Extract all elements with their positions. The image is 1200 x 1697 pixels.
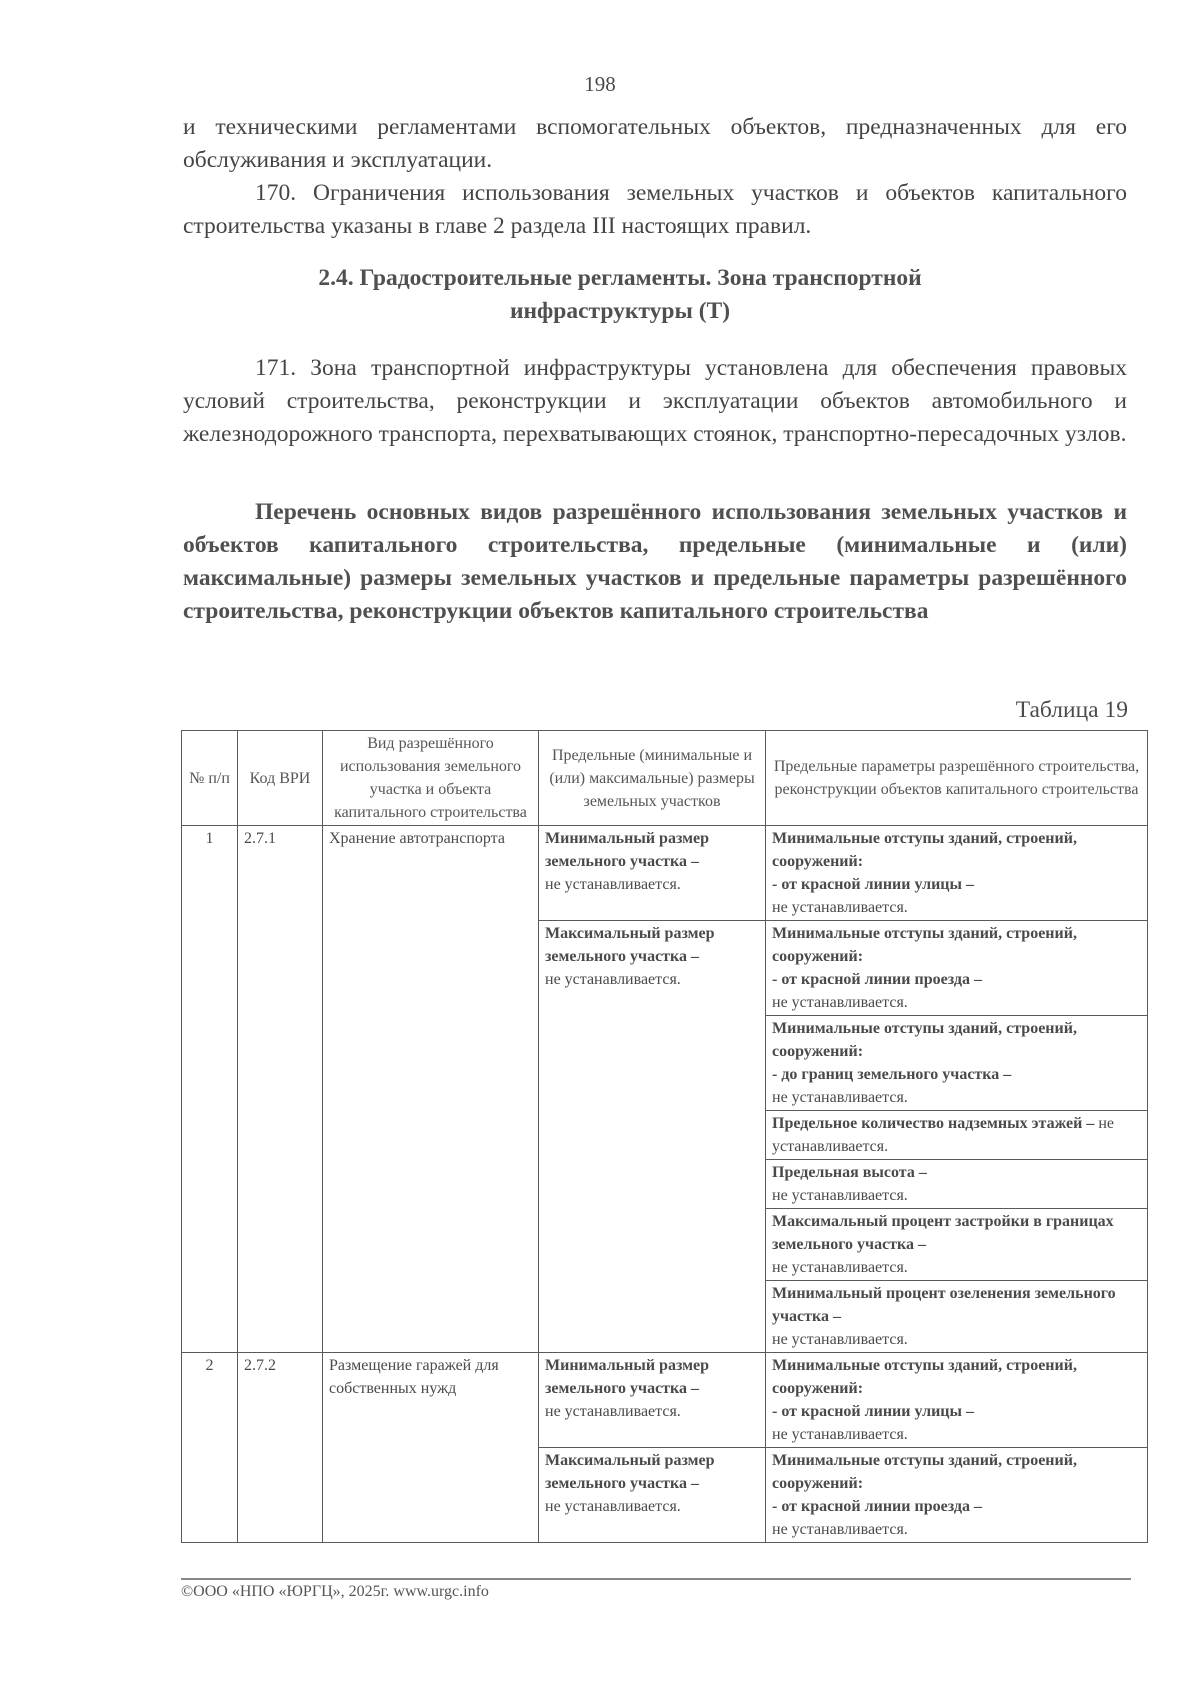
row-kind: Хранение автотранспорта	[323, 826, 539, 1353]
regulations-table	[181, 730, 1148, 1543]
param-cell: Максимальный процент застройки в границах земельного участка – не устанавливается.	[766, 1209, 1148, 1281]
row-code: 2.7.2	[238, 1353, 323, 1543]
footer-divider	[181, 1578, 1131, 1580]
param-cell: Минимальные отступы зданий, строений, сооружений: - от красной линии проезда – не устанавливается.	[766, 921, 1148, 1016]
paragraph-170: 170. Ограничения использования земельных участков и объектов капитального строительства указаны в главе 2 раздела III настоящих правил.	[183, 180, 1127, 239]
param-cell: Минимальные отступы зданий, строений, сооружений: - от красной линии проезда – не устанавливается.	[766, 1448, 1148, 1543]
paragraph-171: 171. Зона транспортной инфраструктуры установлена для обеспечения правовых условий строительства, реконструкции и эксплуатации объектов автомобильного и железнодорожного транспорта, перехватывающих стоянок, транспортно-пересадочных узлов.	[183, 355, 1127, 447]
header-code: Код ВРИ	[238, 731, 323, 826]
table-header-row	[182, 731, 1148, 826]
table-row	[182, 1353, 1148, 1448]
size-cell: Максимальный размер земельного участка – не устанавливается.	[539, 1448, 766, 1543]
row-num: 2	[182, 1353, 238, 1543]
param-cell: Предельное количество надземных этажей – не устанавливается.	[766, 1111, 1148, 1160]
header-num: № п/п	[182, 731, 238, 826]
section-heading: 2.4. Градостроительные регламенты. Зона транспортной инфраструктуры (Т)	[318, 265, 922, 324]
page-number: 198	[584, 72, 616, 96]
param-cell: Предельная высота – не устанавливается.	[766, 1160, 1148, 1209]
size-cell: Минимальный размер земельного участка – не устанавливается.	[539, 1353, 766, 1448]
size-cell: Минимальный размер земельного участка – не устанавливается.	[539, 826, 766, 921]
paragraph-continuation: и техническими регламентами вспомогательных объектов, предназначенных для его обслуживания и эксплуатации.	[183, 114, 1127, 173]
size-cell: Максимальный размер земельного участка – не устанавливается.	[539, 921, 766, 1353]
header-params: Предельные параметры разрешённого строительства, реконструкции объектов капитального строительства	[766, 731, 1148, 826]
param-cell: Минимальные отступы зданий, строений, сооружений: - от красной линии улицы – не устанавливается.	[766, 826, 1148, 921]
header-size: Предельные (минимальные и (или) максимальные) размеры земельных участков	[539, 731, 766, 826]
param-cell: Минимальные отступы зданий, строений, сооружений: - до границ земельного участка – не устанавливается.	[766, 1016, 1148, 1111]
row-kind: Размещение гаражей для собственных нужд	[323, 1353, 539, 1543]
param-cell: Минимальный процент озеленения земельного участка – не устанавливается.	[766, 1281, 1148, 1353]
header-kind: Вид разрешённого использования земельного участка и объекта капитального строительства	[323, 731, 539, 826]
list-title: Перечень основных видов разрешённого использования земельных участков и объектов капитального строительства, предельные (минимальные и (или) максимальные) размеры земельных участков и предельные параметры разрешённого строительства, реконструкции объектов капитального строительства	[183, 499, 1127, 624]
table-row	[182, 826, 1148, 921]
row-num: 1	[182, 826, 238, 1353]
footer-copyright: ©ООО «НПО «ЮРГЦ», 2025г. www.urgc.info	[181, 1583, 489, 1600]
row-code: 2.7.1	[238, 826, 323, 1353]
param-cell: Минимальные отступы зданий, строений, сооружений: - от красной линии улицы – не устанавливается.	[766, 1353, 1148, 1448]
table-label: Таблица 19	[1015, 697, 1128, 723]
